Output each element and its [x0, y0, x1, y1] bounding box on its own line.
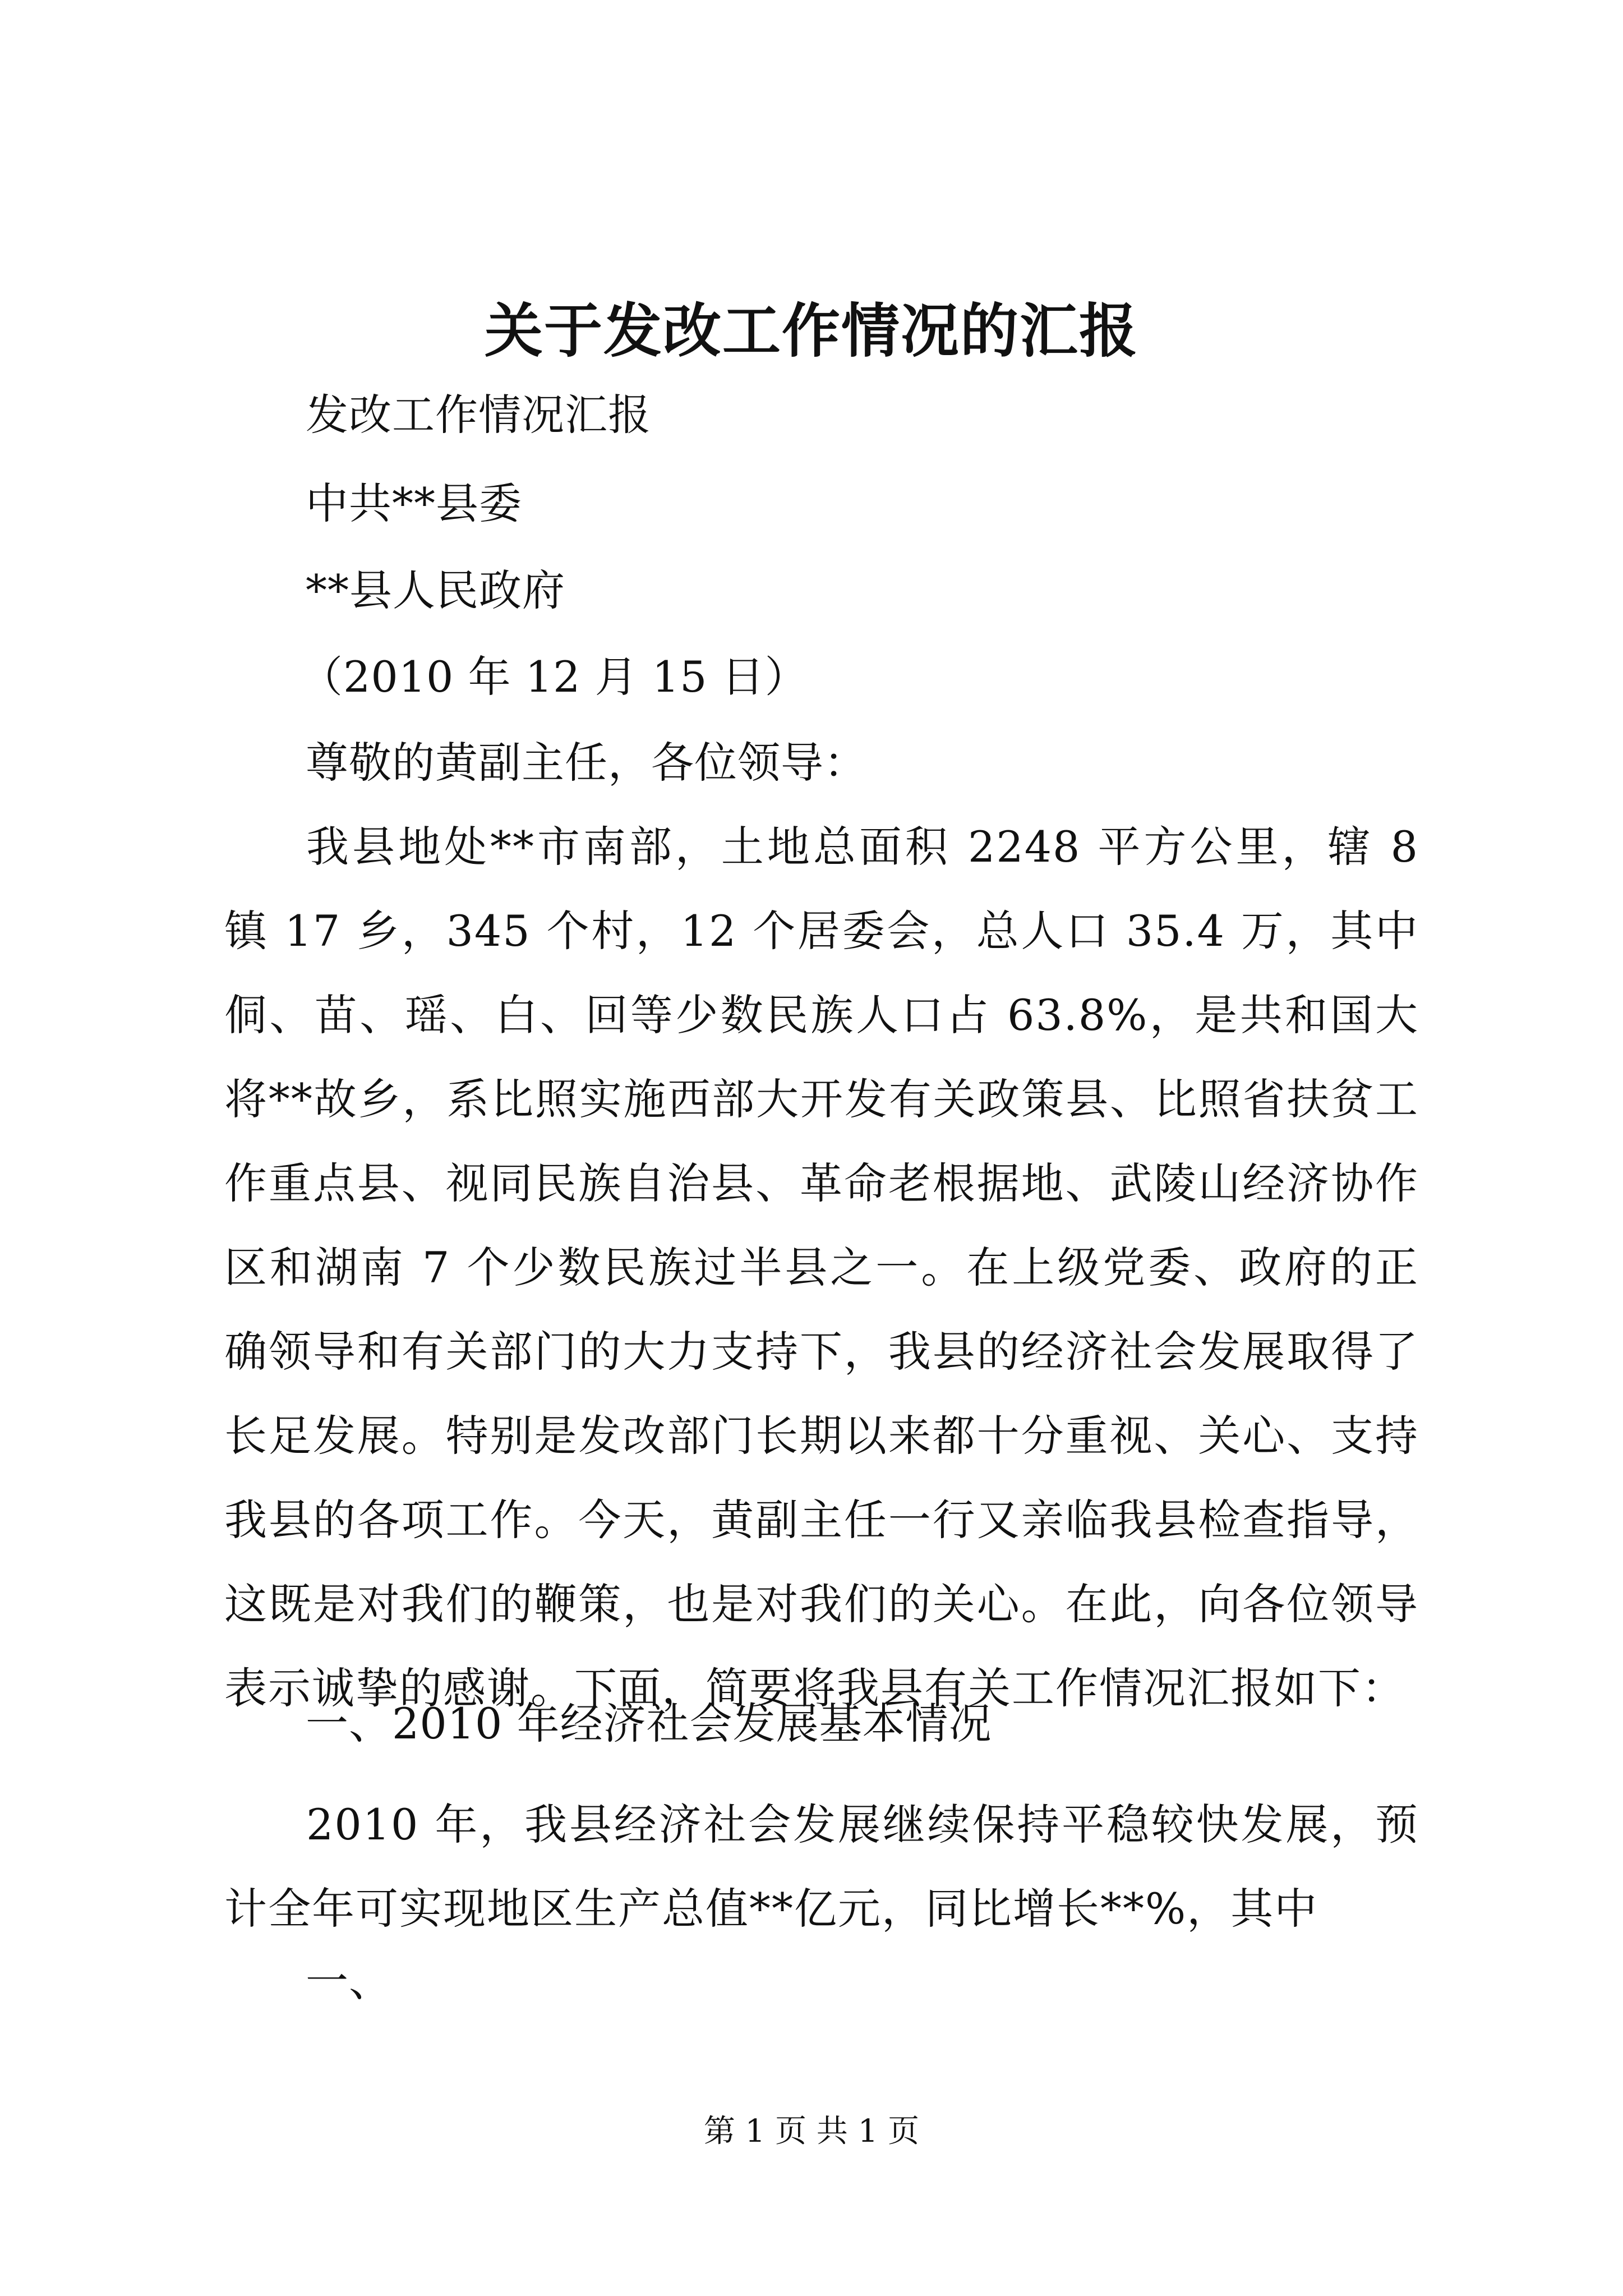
- body-paragraph-economy: 2010 年，我县经济社会发展继续保持平稳较快发展，预计全年可实现地区生产总值**亿元，同比增长**%，其中: [224, 1800, 1419, 1934]
- document-title: 关于发改工作情况的汇报: [484, 296, 1138, 365]
- issuer-party-committee: 中共**县委: [306, 478, 522, 528]
- document-date: （2010 年 12 月 15 日）: [300, 652, 808, 702]
- salutation: 尊敬的黄副主任，各位领导：: [306, 738, 867, 788]
- section-heading: 一、2010 年经济社会发展基本情况: [306, 1699, 992, 1749]
- issuer-government: **县人民政府: [306, 565, 565, 615]
- trailing-fragment: 一、: [306, 1956, 392, 2006]
- page-footer: 第 1 页 共 1 页: [703, 2113, 920, 2150]
- body-paragraph-intro: 我县地处**市南部，土地总面积 2248 平方公里，辖 8 镇 17 乡，345 个村，12 个居委会，总人口 35.4 万，其中侗、苗、瑶、白、回等少数民族人口占 63.8%，是共和国大将**故乡，系比照实施西部大开发有关政策县、比照省扶贫工作重点县、视同民族自治县、革命老根据地、武陵山经济协作区和湖南 7 个少数民族过半县之一。在上级党委、政府的正确领导和有关部门的大力支持下，我县的经济社会发展取得了长足发展。特别是发改部门长期以来都十分重视、关心、支持我县的各项工作。今天，黄副主任一行又亲临我县检查指导，这既是对我们的鞭策，也是对我们的关心。在此，向各位领导表示诚挚的感谢。下面，简要将我县有关工作情况汇报如下：: [224, 822, 1419, 1713]
- document-subtitle: 发改工作情况汇报: [306, 390, 651, 440]
